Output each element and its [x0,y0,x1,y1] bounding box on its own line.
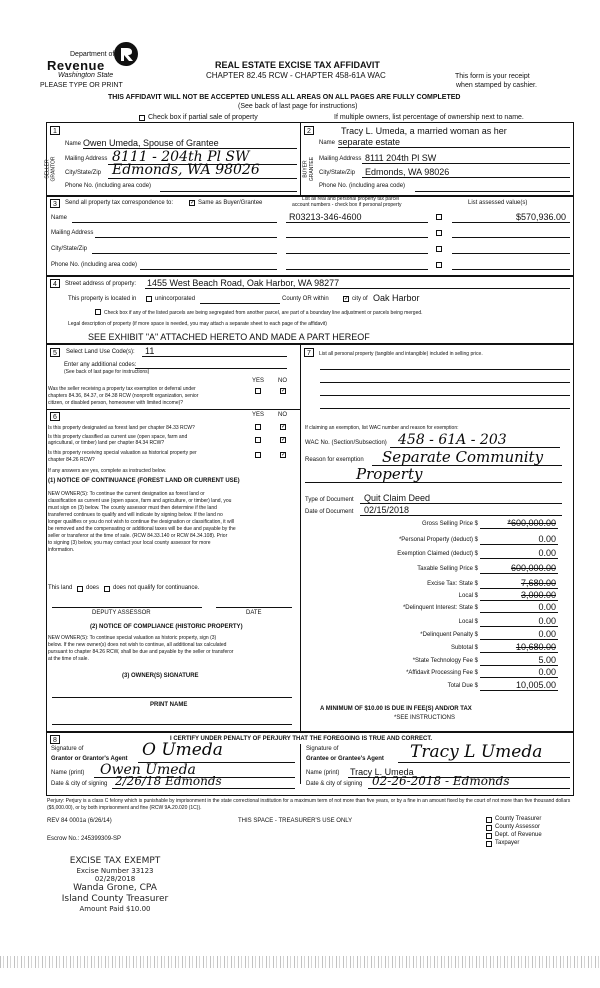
fin-label: Local $ [458,619,478,625]
section-3-number: 3 [50,199,60,208]
additional-codes-label: Enter any additional codes: [64,362,137,368]
reason-label: Reason for exemption [305,457,364,463]
deputy-assessor-label: DEPUTY ASSESSOR [92,610,151,616]
personal-property-checkbox-3[interactable] [436,246,442,252]
segregated-checkbox[interactable] [95,309,101,315]
grantee-signature[interactable]: Tracy L Umeda [410,742,543,762]
located-in-label: This property is located in [68,296,137,302]
fin-value[interactable]: 0.00 [538,534,556,544]
s5-q1-yes-checkbox[interactable] [255,388,261,394]
s3-mailing-label: Mailing Address [51,230,94,236]
fin-value[interactable]: 5.00 [538,655,556,665]
logo-dept-of: Department of [70,51,115,58]
fin-value[interactable]: 600,000.00 [510,563,556,573]
seller-mailing-label: Mailing Address [65,156,108,162]
s6-q3-yes-checkbox[interactable] [255,452,261,458]
s6-q2-no-checkbox[interactable]: ✓ [281,437,287,443]
s5-q1-line1: Was the seller receiving a property tax exemption or deferral under [48,386,196,392]
fin-value[interactable]: 0.00 [538,667,556,677]
fin-value[interactable]: 0.00 [538,602,556,612]
grantor-agent-label: Grantor or Grantor's Agent [51,756,128,762]
perjury-text: Perjury: Perjury is a class C felony which is punishable by imprisonment in the state correctional institution for a maximum term of not more than five years, or by a fine in an amount fixed by the court of not more than five thousand dollars ($5,000.00), or by both imprisonment and fine (RCW 9A.20.020 (1C)). [47,798,571,811]
s6-yes-header: YES [252,412,265,418]
grantor-signature[interactable]: O Umeda [142,740,223,760]
claiming-exemption-label: If claiming an exemption, list WAC number and reason for exemption: [305,425,459,431]
owner-signature-label: (3) OWNER(S) SIGNATURE [122,673,199,679]
treasurer-space: THIS SPACE - TREASURER'S USE ONLY [238,818,353,824]
personal-property-checkbox-1[interactable] [436,214,442,220]
same-as-buyer-label: Same as Buyer/Grantee [198,200,263,206]
wac-label: WAC No. (Section/Subsection) [305,440,387,446]
fin-label: *State Technology Fee $ [412,658,478,664]
grantor-name-label: Name (print) [51,770,85,776]
additional-codes-hint: (See back of last page for instructions) [64,369,150,375]
section-2-number: 2 [304,126,314,135]
grantor-date-label: Date & city of signing [51,781,108,787]
section-6-number: 6 [50,412,60,421]
grantor-date[interactable]: 2/26/18 Edmonds [115,774,222,788]
please-type: PLEASE TYPE OR PRINT [40,82,123,89]
buyer-name-line1[interactable]: Tracy L. Umeda, a married woman as her [341,126,507,136]
s5-no-header: NO [278,378,287,384]
s6-q2-yes-checkbox[interactable] [255,437,261,443]
fin-label: *Affidavit Processing Fee $ [406,670,478,676]
fin-value[interactable]: *600,000.00 [507,518,556,528]
s6-q3-line2: chapter 84.26 RCW? [48,457,95,463]
buyer-side-label: BUYER GRANTEE [302,156,316,182]
seller-name[interactable]: Owen Umeda, Spouse of Grantee [83,138,219,148]
unincorporated-label: unincorporated [155,296,196,302]
partial-sale-label: Check box if partial sale of property [148,114,258,121]
buyer-mailing-label: Mailing Address [319,156,362,162]
section-1-number: 1 [50,126,60,135]
land-use-label: Select Land Use Code(s): [66,349,135,355]
copy-checkbox[interactable] [486,841,492,847]
property-city[interactable]: Oak Harbor [373,293,420,303]
wac-number[interactable]: 458 - 61A - 203 [398,432,507,448]
land-does-checkbox[interactable] [77,586,83,592]
buyer-name-line2[interactable]: separate estate [338,137,401,147]
buyer-city[interactable]: Edmonds, WA 98026 [365,167,450,177]
seller-city[interactable]: Edmonds, WA 98026 [112,162,260,178]
logo-revenue: Revenue [47,58,105,73]
land-does-label: does [86,585,100,591]
section-8-number: 8 [50,735,60,744]
s5-q1-line2: chapters 84.36, 84.37, or 84.38 RCW (nonprofit organization, senior [48,393,199,399]
s6-complete: If any answers are yes, complete as instructed below. [48,468,167,474]
see-instructions: *SEE INSTRUCTIONS [394,715,456,721]
buyer-name-label: Name [319,140,336,146]
section-4-number: 4 [50,279,60,288]
copy-checkbox[interactable] [486,825,492,831]
section-7-number: 7 [304,348,314,357]
receipt-line1: This form is your receipt [455,73,530,80]
fin-value[interactable]: 10,680.00 [515,642,556,652]
s3-city-label: City/State/Zip [51,246,88,252]
doc-type[interactable]: Quit Claim Deed [364,493,431,503]
form-chapter: CHAPTER 82.45 RCW - CHAPTER 458-61A WAC [206,71,386,80]
land-use-code[interactable]: 11 [145,346,155,356]
s6-q1-yes-checkbox[interactable] [255,424,261,430]
legal-desc-label: Legal description of property (if more space is needed, you may attach a separate sheet to each page of the affidavit) [68,321,327,327]
land-does-not-checkbox[interactable] [104,586,110,592]
fin-value[interactable]: 7,680.00 [520,578,556,588]
seller-mailing[interactable]: 8111 - 204th Pl SW [112,149,250,165]
grantee-date[interactable]: 02-26-2018 - Edmonds [372,774,510,788]
seller-city-label: City/State/Zip [65,170,102,176]
personal-property-checkbox-2[interactable] [436,230,442,236]
rev-number: REV 84 0001a (6/26/14) [47,818,112,824]
grantee-name[interactable]: Tracy L. Umeda [350,767,414,777]
grantee-sig-of: Signature of [306,746,339,752]
grantee-agent-label: Grantee or Grantee's Agent [306,756,384,762]
same-as-buyer-checkbox[interactable]: ✓ [190,200,196,206]
reason-line2[interactable]: Property [356,465,423,483]
exhibit-text[interactable]: SEE EXHIBIT "A" ATTACHED HERETO AND MADE A PART HEREOF [88,332,370,342]
s3-phone-label: Phone No. (including area code) [51,262,138,268]
revenue-logo-icon [113,41,139,67]
fin-label: Exemption Claimed (deduct) $ [397,551,478,557]
fin-label: *Delinquent Penalty $ [420,632,478,638]
logo-state: Washington State [58,72,114,79]
unincorporated-checkbox[interactable] [146,296,152,302]
correspondence-label: Send all property tax correspondence to: [65,200,174,206]
personal-property-label: List all personal property (tangible and intangible) included in selling price. [319,351,483,357]
fin-label: Local $ [458,593,478,599]
certify-text: I CERTIFY UNDER PENALTY OF PERJURY THAT THE FOREGOING IS TRUE AND CORRECT. [170,736,433,742]
parcel-header-2: account numbers - check box if personal property [292,202,402,208]
warning-text: THIS AFFIDAVIT WILL NOT BE ACCEPTED UNLESS ALL AREAS ON ALL PAGES ARE FULLY COMPLETED [108,94,461,101]
fin-label: Gross Selling Price $ [421,521,478,527]
s5-q1-no-checkbox[interactable]: ✓ [281,388,287,394]
s6-q3-line1: Is this property receiving special valuation as historical property per [48,450,197,456]
assessed-header: List assessed value(s) [468,200,528,206]
notice1-title: (1) NOTICE OF CONTINUANCE (FOREST LAND OR CURRENT USE) [48,478,240,484]
reason-line1[interactable]: Separate Community [382,448,544,466]
notice2-title: (2) NOTICE OF COMPLIANCE (HISTORIC PROPERTY) [90,624,243,630]
fin-value[interactable]: 0.00 [538,629,556,639]
seller-side-label: SELLER GRANTOR [44,156,57,182]
s6-q1: Is this property designated as forest land per chapter 84.33 RCW? [48,425,195,431]
buyer-phone-label: Phone No. (including area code) [319,183,406,189]
copy-checkbox[interactable] [486,833,492,839]
buyer-mailing[interactable]: 8111 204th Pl SW [365,153,437,163]
assessed-value[interactable]: $570,936.00 [515,212,566,222]
partial-sale-checkbox[interactable] [139,115,145,121]
s3-name-label: Name [51,215,68,221]
buyer-city-label: City/State/Zip [319,170,356,176]
fin-value[interactable]: 10,005.00 [515,680,556,690]
s6-q2-line1: Is this property classified as current use (open space, farm and [48,434,188,440]
escrow-number: Escrow No.: 245399309-SP [47,836,122,842]
fin-value[interactable]: 0.00 [538,616,556,626]
doc-date[interactable]: 02/15/2018 [364,505,410,515]
section-5-number: 5 [50,348,60,357]
form-title: REAL ESTATE EXCISE TAX AFFIDAVIT [215,60,380,70]
s6-q1-no-checkbox[interactable]: ✓ [281,424,287,430]
fin-label: *Delinquent Interest: State $ [402,605,478,611]
fin-label: Subtotal $ [450,645,478,651]
s5-yes-header: YES [252,378,265,384]
parcel-number[interactable]: R03213-346-4600 [289,212,362,222]
scan-noise-band [0,956,600,968]
multiple-owners: If multiple owners, list percentage of ownership next to name. [334,114,524,121]
fin-label: Total Due $ [447,683,478,689]
see-back: (See back of last page for instructions) [238,103,358,110]
grantee-name-label: Name (print) [306,770,340,776]
parcel-header-1: List all real and personal property tax parcel [302,196,399,202]
street-label: Street address of property: [65,281,137,287]
fin-value[interactable]: 3,000.00 [520,590,556,600]
fin-label: Excise Tax: State $ [427,581,478,587]
copy-checkbox[interactable] [486,817,492,823]
land-does-not-label: does not qualify for continuance. [113,585,200,591]
street-address[interactable]: 1455 West Beach Road, Oak Harbor, WA 98277 [147,278,340,288]
print-name-label: PRINT NAME [150,702,188,708]
county-or-within-label: County OR within [282,296,329,302]
fin-label: *Personal Property (deduct) $ [398,537,478,543]
seller-phone-label: Phone No. (including area code) [65,183,152,189]
personal-property-checkbox-4[interactable] [436,262,442,268]
s6-q2-line2: agricultural, or timber) land per chapter 84.34 RCW? [48,440,165,446]
grantor-sig-of: Signature of [51,746,84,752]
grantee-date-label: Date & city of signing [306,781,363,787]
doc-date-label: Date of Document [305,509,354,515]
segregated-label: Check box if any of the listed parcels are being segregated from another parcel, are part of a boundary line adjustment or parcels being merged. [104,310,423,316]
grantor-name[interactable]: Owen Umeda [100,762,196,778]
land-label: This land [48,585,73,591]
doc-type-label: Type of Document [305,497,354,503]
fin-value[interactable]: 0.00 [538,548,556,558]
s6-q3-no-checkbox[interactable]: ✓ [281,452,287,458]
deputy-date-label: DATE [246,610,262,616]
minimum-due: A MINIMUM OF $10.00 IS DUE IN FEE(S) AND/OR TAX [320,706,472,712]
city-of-checkbox[interactable]: ✓ [344,296,350,302]
city-of-label: city of [352,296,368,302]
s5-q1-line3: citizen, or disabled person, homeowner with limited income)? [48,400,184,406]
fin-label: Taxable Selling Price $ [417,566,478,572]
receipt-line2: when stamped by cashier. [456,82,537,89]
s6-no-header: NO [278,412,287,418]
seller-name-label: Name [65,141,82,147]
